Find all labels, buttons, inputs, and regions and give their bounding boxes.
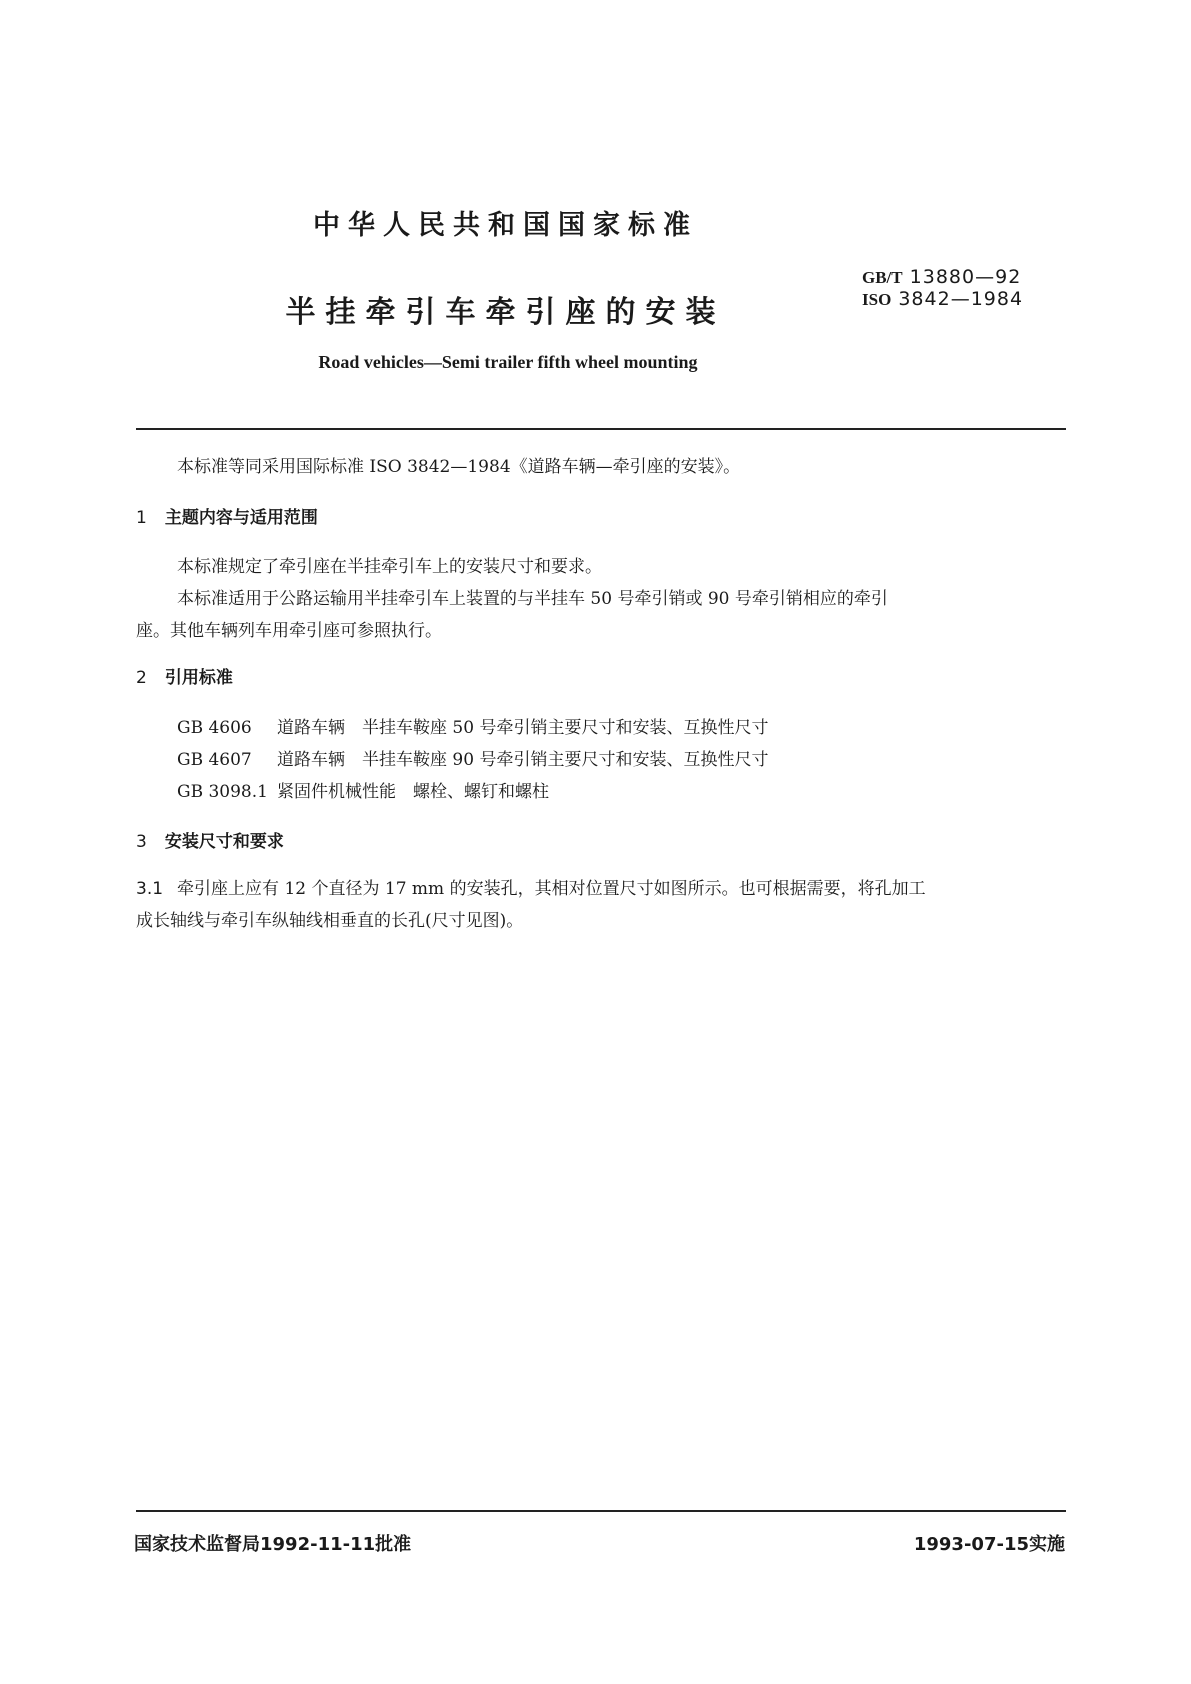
reference-item bbox=[177, 713, 768, 738]
section-1-paragraph-2-line-1: 本标准适用于公路运输用半挂牵引车上装置的与半挂车 50 号牵引销或 90 号牵引销相应的牵引 bbox=[177, 589, 888, 609]
reference-name: 道路车辆 半挂车鞍座 50 号牵引销主要尺寸和安装、互换性尺寸 bbox=[277, 718, 769, 738]
document-title-en: Road vehicles—Semi trailer fifth wheel mounting bbox=[318, 352, 698, 372]
section-3-title: 安装尺寸和要求 bbox=[164, 832, 284, 852]
section-1-paragraph-1: 本标准规定了牵引座在半挂牵引车上的安装尺寸和要求。 bbox=[177, 557, 602, 577]
reference-item bbox=[177, 777, 549, 802]
standard-code-gb-prefix: GB/T bbox=[862, 268, 903, 287]
section-3-number: 3 bbox=[136, 832, 147, 852]
document-title-cn: 半挂牵引车牵引座的安装 bbox=[285, 295, 726, 330]
approval-date: 国家技术监督局1992-11-11批准 bbox=[134, 1534, 412, 1555]
footer-divider bbox=[136, 1510, 1066, 1512]
reference-item bbox=[177, 745, 768, 770]
reference-name: 紧固件机械性能 螺栓、螺钉和螺柱 bbox=[277, 782, 549, 802]
section-2-number: 2 bbox=[136, 668, 147, 688]
standard-code-iso-prefix: ISO bbox=[862, 290, 892, 309]
standard-code-iso bbox=[862, 288, 1023, 310]
effective-date: 1993-07-15实施 bbox=[913, 1534, 1065, 1555]
section-1-paragraph-2-line-2: 座。其他车辆列车用牵引座可参照执行。 bbox=[136, 621, 442, 641]
header-divider bbox=[136, 428, 1066, 430]
intro-paragraph: 本标准等同采用国际标准 ISO 3842—1984《道路车辆—牵引座的安装》。 bbox=[177, 457, 741, 477]
section-1-number: 1 bbox=[136, 508, 147, 528]
section-1-heading bbox=[136, 503, 318, 528]
reference-name: 道路车辆 半挂车鞍座 90 号牵引销主要尺寸和安装、互换性尺寸 bbox=[277, 750, 769, 770]
national-standard-heading: 中华人民共和国国家标准 bbox=[313, 210, 698, 241]
reference-code: GB 4606 bbox=[177, 718, 252, 738]
section-3-heading bbox=[136, 827, 284, 852]
reference-code: GB 4607 bbox=[177, 750, 252, 770]
standard-code-gb-number: 13880—92 bbox=[909, 266, 1022, 288]
standard-code-iso-number: 3842—1984 bbox=[898, 288, 1024, 310]
section-2-title: 引用标准 bbox=[164, 668, 233, 688]
clause-3-1-line-1 bbox=[136, 872, 926, 906]
standard-code-gb bbox=[862, 266, 1021, 288]
section-2-heading bbox=[136, 663, 233, 688]
clause-3-1-line-2: 成长轴线与牵引车纵轴线相垂直的长孔(尺寸见图)。 bbox=[136, 911, 524, 931]
clause-3-1-number: 3.1 bbox=[136, 879, 164, 899]
reference-code: GB 3098.1 bbox=[177, 782, 268, 802]
clause-3-1-text: 牵引座上应有 12 个直径为 17 mm 的安装孔，其相对位置尺寸如图所示。也可根据需要，将孔加工 bbox=[177, 879, 926, 899]
section-1-title: 主题内容与适用范围 bbox=[164, 508, 318, 528]
